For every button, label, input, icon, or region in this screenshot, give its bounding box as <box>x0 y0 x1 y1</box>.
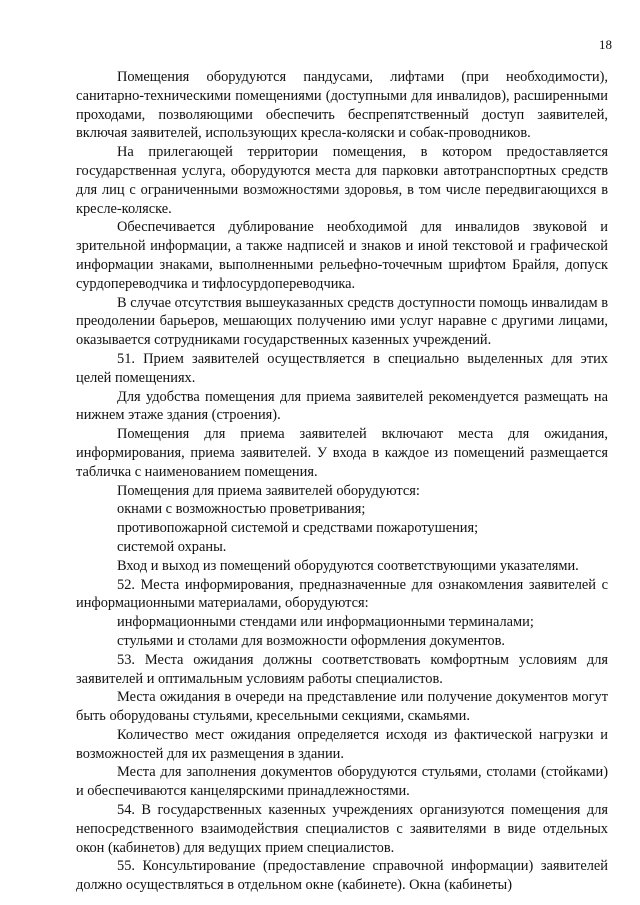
paragraph-51: 51. Прием заявителей осуществляется в специально выделенных для этих целей помещениях. <box>76 350 608 386</box>
paragraph-seat-count: Количество мест ожидания определяется исходя из фактической нагрузки и возможностей для их размещения в здании. <box>76 726 608 762</box>
page-number: 18 <box>599 37 612 52</box>
paragraph-53: 53. Места ожидания должны соответствовать комфортным условиям для заявителей и оптимальным условиям работы специалистов. <box>76 651 608 687</box>
paragraph-55: 55. Консультирование (предоставление справочной информации) заявителей должно осуществляться в отдельном окне (кабинете). Окна (кабинеты) <box>76 858 608 894</box>
paragraph-ramps-lifts: Помещения оборудуются пандусами, лифтами (при необходимости), санитарно-техническими помещениями (доступными для инвалидов), расширенными проходами, позволяющими обеспечить беспрепятственный доступ заявителей, включая заявителей, использующих кресла-коляски и собак-проводников. <box>76 69 608 142</box>
paragraph-waiting-places: Помещения для приема заявителей включают места для ожидания, информирования, приема заявителей. У входа в каждое из помещений размещается табличка с наименованием помещения. <box>76 426 608 480</box>
document-body <box>76 68 608 895</box>
paragraph-lower-floor: Для удобства помещения для приема заявителей рекомендуется размещать на нижнем этаже здания (строения). <box>76 388 608 424</box>
paragraph-52: 52. Места информирования, предназначенные для ознакомления заявителей с информационными материалами, оборудуются: <box>76 576 608 612</box>
paragraph-entry-exit-signs: Вход и выход из помещений оборудуются соответствующими указателями. <box>117 557 579 574</box>
list-item-fire-safety: противопожарной системой и средствами пожаротушения; <box>117 520 479 537</box>
paragraph-54: 54. В государственных казенных учреждениях организуются помещения для непосредственного взаимодействия специалистов с заявителями в виде отдельных окон (кабинетов) для ведущих прием специалистов. <box>76 802 608 856</box>
list-item-info-stands: информационными стендами или информационными терминалами; <box>117 614 534 631</box>
paragraph-equipped-with: Помещения для приема заявителей оборудуются: <box>117 482 420 499</box>
paragraph-braille-duplication: Обеспечивается дублирование необходимой для инвалидов звуковой и зрительной информации, а также надписей и знаков и иной текстовой и графической информации знаками, выполненными рельефно-точечным шрифтом Брайля, допуск сурдопереводчика и тифлосурдопереводчика. <box>76 219 608 292</box>
paragraph-parking: На прилегающей территории помещения, в котором предоставляется государственная услуга, оборудуются места для парковки автотранспортных средств для лиц с ограниченными возможностями здоровья, в том числе передвигающихся в кресле-коляске. <box>76 144 608 217</box>
list-item-ventilation: окнами с возможностью проветривания; <box>117 501 366 518</box>
list-item-security: системой охраны. <box>117 538 227 555</box>
paragraph-assistance: В случае отсутствия вышеуказанных средств доступности помощь инвалидам в преодолении барьеров, мешающих получению ими услуг наравне с другими лицами, оказывается сотрудниками государственных казенных учреждений. <box>76 294 608 349</box>
paragraph-queue-seating: Места ожидания в очереди на представление или получение документов могут быть оборудованы стульями, кресельными секциями, скамьями. <box>76 689 608 725</box>
list-item-chairs-tables: стульями и столами для возможности оформления документов. <box>117 632 505 649</box>
paragraph-form-filling: Места для заполнения документов оборудуются стульями, столами (стойками) и обеспечиваются канцелярскими принадлежностями. <box>76 764 608 800</box>
